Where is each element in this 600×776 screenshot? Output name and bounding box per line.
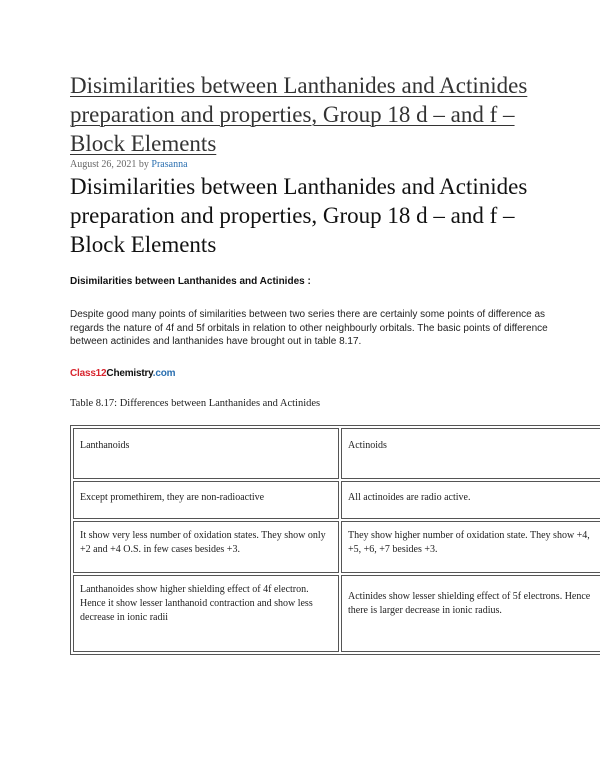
table-cell-actinoid: All actinoides are radio active. bbox=[341, 481, 600, 519]
table-row bbox=[73, 521, 600, 573]
logo-part-com: .com bbox=[152, 368, 176, 379]
site-logo bbox=[70, 368, 175, 379]
post-title-link[interactable]: Disimilarities between Lanthanides and Actinides preparation and properties, Group 18 d – and f – Block Elements bbox=[70, 73, 528, 156]
logo-part-class12: Class12 bbox=[70, 368, 107, 379]
post-date: August 26, 2021 bbox=[70, 159, 137, 170]
entry-title: Disimilarities between Lanthanides and Actinides preparation and properties, Group 18 d – and f – Block Elements bbox=[70, 174, 528, 257]
logo-part-chemistry: Chemistry bbox=[106, 368, 153, 379]
table-cell-actinoid: They show higher number of oxidation state. They show +4, +5, +6, +7 besides +3. bbox=[341, 521, 600, 573]
table-cell-actinoid: Actinides show lesser shielding effect of 5f electrons. Hence there is larger decrease in ionic radius. bbox=[341, 575, 600, 652]
table-caption: Table 8.17: Differences between Lanthanides and Actinides bbox=[70, 398, 321, 409]
intro-paragraph: Despite good many points of similarities between two series there are certainly some points of difference as regards the nature of 4f and 5f orbitals in relation to other neighbourly orbitals. The basic points of difference between actinides and lanthanides have brought out in table 8.17. bbox=[70, 309, 548, 347]
post-by: by bbox=[138, 159, 149, 170]
differences-table bbox=[70, 425, 600, 655]
table-row bbox=[73, 575, 600, 652]
table-cell-lanthanoid: It show very less number of oxidation states. They show only +2 and +4 O.S. in few cases besides +3. bbox=[73, 521, 339, 573]
table-cell-actinoids-header: Actinoids bbox=[341, 428, 600, 479]
table-cell-lanthanoids-header: Lanthanoids bbox=[73, 428, 339, 479]
table-cell-lanthanoid: Lanthanoides show higher shielding effect of 4f electron. Hence it show lesser lanthanoid contraction and show less decrease in ionic radii bbox=[73, 575, 339, 652]
post-meta bbox=[70, 159, 188, 170]
author-link[interactable]: Prasanna bbox=[151, 159, 188, 170]
section-subheading: Disimilarities between Lanthanides and Actinides : bbox=[70, 276, 311, 287]
table-row bbox=[73, 481, 600, 519]
table-cell-lanthanoid: Except promethirem, they are non-radioactive bbox=[73, 481, 339, 519]
table-row bbox=[73, 428, 600, 479]
